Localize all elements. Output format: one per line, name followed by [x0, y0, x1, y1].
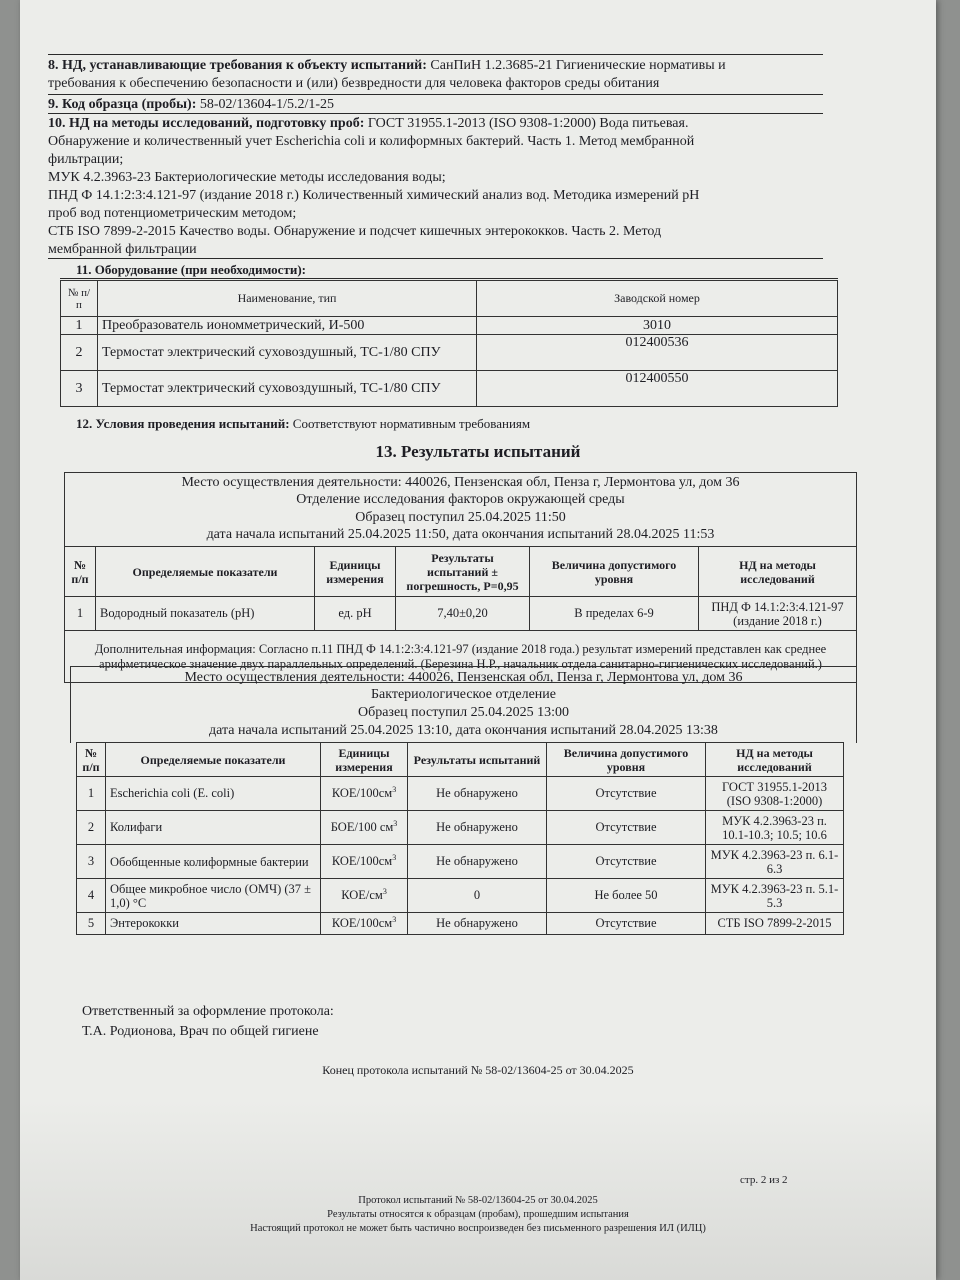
header-num: № п/п: [77, 743, 106, 777]
results-table-2: [76, 742, 844, 935]
unit-text: КОЕ/100см: [331, 786, 393, 801]
row-result: Не обнаружено: [408, 913, 547, 935]
rule: [48, 258, 823, 259]
section-10-line: СТБ ISO 7899-2-2015 Качество воды. Обнаружение и подсчет кишечных энтерококков. Часть 2. Метод: [48, 224, 662, 239]
section-10-text: ГОСТ 31955.1-2013 (ISO 9308-1:2000) Вода питьевая.: [367, 116, 689, 131]
row-num: 4: [77, 879, 106, 913]
header-param: Определяемые показатели: [106, 743, 321, 777]
row-unit: [321, 811, 408, 845]
sample-code: 58-02/13604-1/5.2/1-25: [199, 97, 335, 112]
row-method: СТБ ISO 7899-2-2015: [706, 913, 844, 935]
row-limit: Не более 50: [547, 879, 706, 913]
unit-sup: 3: [393, 819, 398, 829]
results-title: 13. Результаты испытаний: [375, 442, 581, 461]
unit-sup: 3: [382, 887, 387, 897]
header-serial: Заводской номер: [477, 281, 838, 317]
row-method: МУК 4.2.3963-23 п. 5.1-5.3: [706, 879, 844, 913]
equipment-num: 2: [61, 335, 98, 371]
section-12-label: 12. Условия проведения испытаний:: [76, 416, 290, 431]
row-method: МУК 4.2.3963-23 п. 6.1-6.3: [706, 845, 844, 879]
rule: [48, 54, 823, 55]
equipment-serial: 012400536: [477, 335, 838, 371]
header-unit: Единицы измерения: [315, 547, 396, 597]
row-method: ГОСТ 31955.1-2013 (ISO 9308-1:2000): [706, 777, 844, 811]
table-row: [65, 597, 857, 631]
block2-dates: дата начала испытаний 25.04.2025 13:10, дата окончания испытаний 28.04.2025 13:38: [209, 723, 718, 738]
table-row: [77, 879, 844, 913]
block1-place: Место осуществления деятельности: 440026, Пензенская обл, Пенза г, Лермонтова ул, дом 36: [181, 475, 740, 490]
section-9-label: 9. Код образца (пробы):: [48, 97, 197, 112]
block1-dates: дата начала испытаний 25.04.2025 11:50, дата окончания испытаний 28.04.2025 11:53: [206, 527, 715, 542]
row-method: ПНД Ф 14.1:2:3:4.121-97 (издание 2018 г.): [699, 597, 857, 631]
table-row: [77, 777, 844, 811]
equipment-table: [60, 280, 838, 407]
block1-dept: Отделение исследования факторов окружающей среды: [296, 492, 625, 507]
row-param: Колифаги: [106, 811, 321, 845]
section-8-line2: требования к обеспечению безопасности и (или) безвредности для человека факторов среды обитания: [48, 76, 660, 91]
section-10-line: МУК 4.2.3963-23 Бактериологические методы исследования воды;: [48, 170, 446, 185]
section-9: [48, 97, 825, 113]
row-param: Водородный показатель (pH): [96, 597, 315, 631]
row-result: Не обнаружено: [408, 811, 547, 845]
table-row: [77, 913, 844, 935]
row-num: 2: [77, 811, 106, 845]
header-method: НД на методы исследований: [699, 547, 857, 597]
section-8-label: 8. НД, устанавливающие требования к объекту испытаний:: [48, 58, 427, 73]
table-header-row: [77, 743, 844, 777]
footer-line: Настоящий протокол не может быть частично воспроизведен без письменного разрешения ИЛ (ИЛЦ): [250, 1223, 706, 1234]
row-limit: В пределах 6-9: [530, 597, 699, 631]
end-of-protocol: Конец протокола испытаний № 58-02/13604-25 от 30.04.2025: [322, 1063, 634, 1077]
table-row: [77, 845, 844, 879]
footer-line: Протокол испытаний № 58-02/13604-25 от 30.04.2025: [358, 1195, 598, 1206]
unit-text: КОЕ/100см: [331, 916, 393, 931]
equipment-name: Термостат электрический суховоздушный, ТС-1/80 СПУ: [98, 371, 477, 407]
block2-received: Образец поступил 25.04.2025 13:00: [357, 705, 570, 720]
table-header-row: [65, 547, 857, 597]
section-10-line: ПНД Ф 14.1:2:3:4.121-97 (издание 2018 г.) Количественный химический анализ вод. Методика измерений pH: [48, 188, 700, 203]
equipment-serial: 3010: [477, 317, 838, 335]
table-row: [61, 317, 838, 335]
unit-text: БОЕ/100 см: [330, 820, 394, 835]
row-result: 0: [408, 879, 547, 913]
block2-dept: Бактериологическое отделение: [370, 687, 556, 702]
row-unit: ед. pH: [315, 597, 396, 631]
responsible-label: Ответственный за оформление протокола:: [82, 1004, 334, 1019]
rule: [48, 113, 823, 114]
header-unit: Единицы измерения: [321, 743, 408, 777]
section-8-text: СанПиН 1.2.3685-21 Гигиенические нормативы и: [430, 58, 726, 73]
header-limit: Величина допустимого уровня: [530, 547, 699, 597]
section-10-line: мембранной фильтрации: [48, 242, 197, 257]
unit-text: КОЕ/см: [341, 888, 383, 903]
row-unit: [321, 913, 408, 935]
table-row: [77, 811, 844, 845]
header-num: № п/п: [61, 281, 98, 317]
row-limit: Отсутствие: [547, 777, 706, 811]
conditions-text: Соответствуют нормативным требованиям: [292, 416, 531, 431]
row-param: Общее микробное число (ОМЧ) (37 ± 1,0) °С: [106, 879, 321, 913]
section-10-line: проб вод потенциометрическим методом;: [48, 206, 297, 221]
equipment-name: Термостат электрический суховоздушный, ТС-1/80 СПУ: [98, 335, 477, 371]
header-num: № п/п: [65, 547, 96, 597]
row-limit: Отсутствие: [547, 913, 706, 935]
row-result: 7,40±0,20: [396, 597, 530, 631]
header-result: Результаты испытаний: [408, 743, 547, 777]
block2-header: [70, 666, 857, 743]
row-unit: [321, 845, 408, 879]
equipment-serial: 012400550: [477, 371, 838, 407]
row-param: Энтерококки: [106, 913, 321, 935]
block1-header: [64, 472, 857, 547]
row-unit: [321, 879, 408, 913]
header-limit: Величина допустимого уровня: [547, 743, 706, 777]
rule: [60, 278, 838, 279]
section-10-line: Обнаружение и количественный учет Escherichia coli и колиформных бактерий. Часть 1. Метод мембранной: [48, 134, 695, 149]
row-result: Не обнаружено: [408, 845, 547, 879]
row-param: Escherichia coli (E. coli): [106, 777, 321, 811]
section-10-line: фильтрации;: [48, 152, 124, 167]
rule: [48, 94, 823, 95]
page-shadow: [20, 1100, 936, 1280]
row-result: Не обнаружено: [408, 777, 547, 811]
page-number: стр. 2 из 2: [740, 1174, 788, 1186]
section-10-label: 10. НД на методы исследований, подготовку проб:: [48, 116, 365, 131]
unit-text: КОЕ/100см: [331, 854, 393, 869]
row-limit: Отсутствие: [547, 811, 706, 845]
header-name: Наименование, тип: [98, 281, 477, 317]
additional-info: Дополнительная информация: Согласно п.11 ПНД Ф 14.1:2:3:4.121-97 (издание 2018 года.) результат измерений представлен как среднее арифметическое значение двух параллельных определений. (Березина Н.Р., начальник отдела санитарно-гигиенических исследований.): [65, 631, 857, 683]
unit-sup: 3: [392, 853, 397, 863]
table-row: [61, 335, 838, 371]
equipment-num: 3: [61, 371, 98, 407]
header-param: Определяемые показатели: [96, 547, 315, 597]
unit-sup: 3: [392, 915, 397, 925]
equipment-name: Преобразователь иономметрический, И-500: [98, 317, 477, 335]
row-method: МУК 4.2.3963-23 п. 10.1-10.3; 10.5; 10.6: [706, 811, 844, 845]
section-8: [48, 58, 825, 74]
equipment-num: 1: [61, 317, 98, 335]
row-num: 3: [77, 845, 106, 879]
footer-line: Результаты относятся к образцам (пробам), прошедшим испытания: [327, 1209, 629, 1220]
responsible-person: Т.А. Родионова, Врач по общей гигиене: [82, 1024, 319, 1039]
header-result: Результаты испытаний ± погрешность, Р=0,95: [396, 547, 530, 597]
table-header-row: [61, 281, 838, 317]
results-table-1: [64, 546, 857, 683]
unit-sup: 3: [392, 785, 397, 795]
table-row: [61, 371, 838, 407]
row-num: 5: [77, 913, 106, 935]
section-11-label: 11. Оборудование (при необходимости):: [76, 262, 306, 277]
row-param: Обобщенные колиформные бактерии: [106, 845, 321, 879]
section-10: [48, 116, 825, 132]
section-11: [76, 262, 825, 278]
row-num: 1: [77, 777, 106, 811]
section-12: [76, 416, 825, 432]
row-limit: Отсутствие: [547, 845, 706, 879]
row-num: 1: [65, 597, 96, 631]
header-method: НД на методы исследований: [706, 743, 844, 777]
block2-place: Место осуществления деятельности: 440026, Пензенская обл, Пенза г, Лермонтова ул, дом 36: [184, 670, 743, 685]
block1-received: Образец поступил 25.04.2025 11:50: [355, 510, 566, 525]
row-unit: [321, 777, 408, 811]
